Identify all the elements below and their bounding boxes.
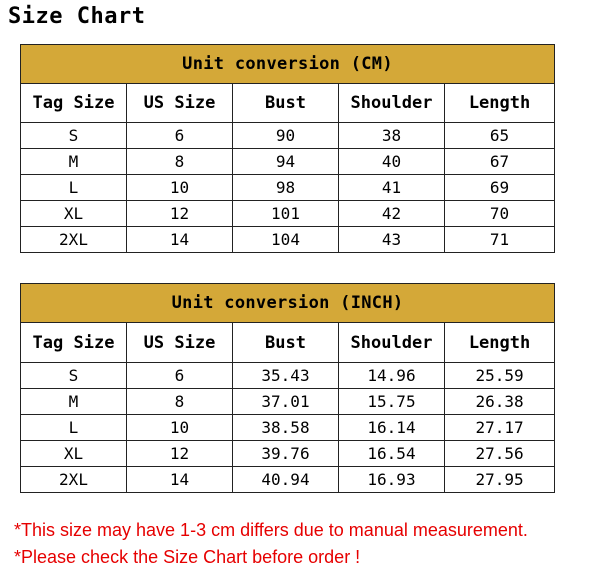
column-header: Bust (233, 323, 339, 363)
table-row (21, 363, 555, 389)
size-table-cm (20, 44, 555, 253)
table-cell: 2XL (21, 467, 127, 493)
column-header: Bust (233, 84, 339, 123)
table-cell: 14 (127, 227, 233, 253)
column-header: US Size (127, 84, 233, 123)
table-cell: 43 (339, 227, 445, 253)
table-cell: 65 (445, 123, 555, 149)
column-header: US Size (127, 323, 233, 363)
table-cell: 101 (233, 201, 339, 227)
table-cell: 26.38 (445, 389, 555, 415)
table-cell: 8 (127, 389, 233, 415)
table-row (21, 149, 555, 175)
table-cell: 40.94 (233, 467, 339, 493)
table-cell: 12 (127, 201, 233, 227)
column-header: Length (445, 84, 555, 123)
table-row (21, 175, 555, 201)
table-banner: Unit conversion (CM) (21, 45, 555, 84)
table-cell: L (21, 175, 127, 201)
table-cell: 90 (233, 123, 339, 149)
column-header: Shoulder (339, 84, 445, 123)
table-cell: 25.59 (445, 363, 555, 389)
table-cell: 71 (445, 227, 555, 253)
table-cell: 8 (127, 149, 233, 175)
table-cell: 27.56 (445, 441, 555, 467)
table-cell: S (21, 123, 127, 149)
table-cell: 27.17 (445, 415, 555, 441)
disclaimer-notes (14, 517, 528, 571)
table-cell: M (21, 149, 127, 175)
page-title: Size Chart (8, 4, 146, 29)
table-row (21, 123, 555, 149)
table-cell: 37.01 (233, 389, 339, 415)
table-row (21, 201, 555, 227)
table-cell: 27.95 (445, 467, 555, 493)
column-header: Tag Size (21, 84, 127, 123)
check-chart-note: *Please check the Size Chart before order ! (14, 547, 361, 567)
table-cell: M (21, 389, 127, 415)
table-cell: 15.75 (339, 389, 445, 415)
table-cell: 14 (127, 467, 233, 493)
column-header: Length (445, 323, 555, 363)
table-row (21, 389, 555, 415)
table-cell: 70 (445, 201, 555, 227)
table-cell: 104 (233, 227, 339, 253)
table-cell: 40 (339, 149, 445, 175)
table-cell: 35.43 (233, 363, 339, 389)
table-cell: 16.93 (339, 467, 445, 493)
table-row (21, 227, 555, 253)
table-cell: 10 (127, 415, 233, 441)
size-table-inch (20, 283, 555, 493)
table-cell: 6 (127, 363, 233, 389)
table-row (21, 467, 555, 493)
table-cell: 12 (127, 441, 233, 467)
table-cell: 38 (339, 123, 445, 149)
table-cell: S (21, 363, 127, 389)
table-cell: 38.58 (233, 415, 339, 441)
table-cell: 41 (339, 175, 445, 201)
table-row (21, 415, 555, 441)
table-cell: 69 (445, 175, 555, 201)
table-cell: 10 (127, 175, 233, 201)
column-header: Shoulder (339, 323, 445, 363)
table-cell: 16.54 (339, 441, 445, 467)
table-row (21, 441, 555, 467)
table-cell: 6 (127, 123, 233, 149)
table-cell: 14.96 (339, 363, 445, 389)
table-cell: 16.14 (339, 415, 445, 441)
table-cell: 39.76 (233, 441, 339, 467)
table-cell: 42 (339, 201, 445, 227)
table-cell: 2XL (21, 227, 127, 253)
column-header: Tag Size (21, 323, 127, 363)
table-cell: 98 (233, 175, 339, 201)
table-cell: L (21, 415, 127, 441)
table-cell: XL (21, 441, 127, 467)
measurement-note: *This size may have 1-3 cm differs due to manual measurement. (14, 520, 528, 540)
table-cell: 94 (233, 149, 339, 175)
table-cell: 67 (445, 149, 555, 175)
table-banner: Unit conversion (INCH) (21, 284, 555, 323)
table-cell: XL (21, 201, 127, 227)
